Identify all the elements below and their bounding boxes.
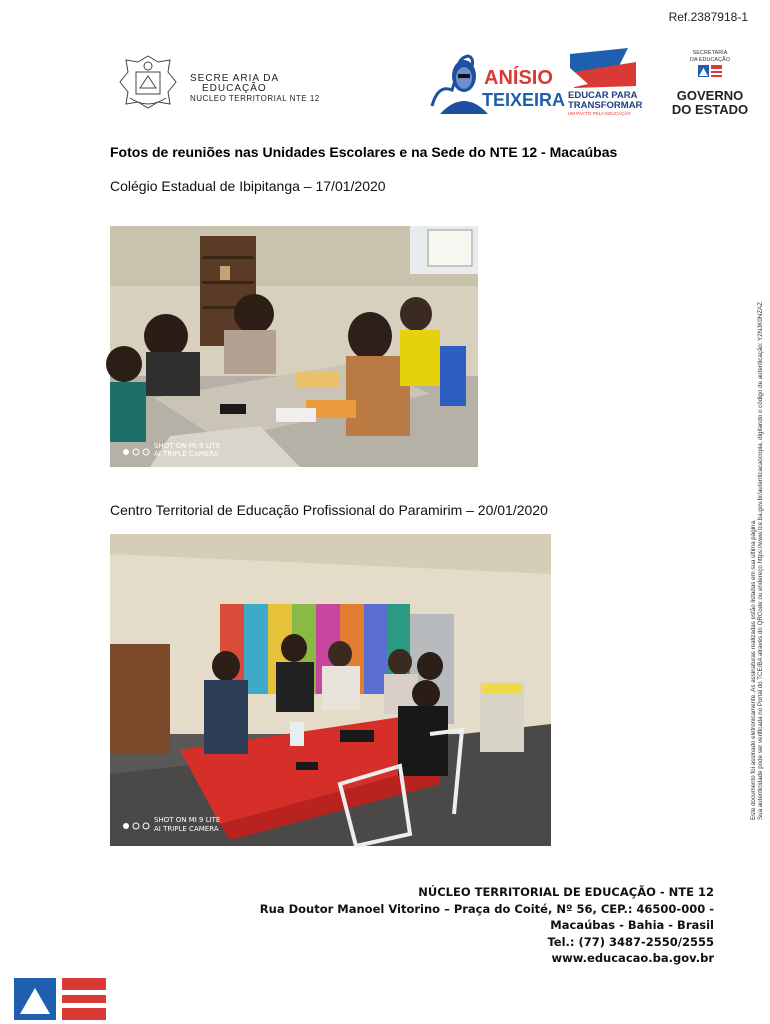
governo-line: SECRETARIA [692,50,728,56]
photo-caption-paramirim: Centro Territorial de Educação Profissional do Paramirim – 20/01/2020 [110,502,548,518]
document-reference: Ref.2387918-1 [668,10,748,24]
educar-line: EDUCAR PARA [568,90,638,101]
footer-line: Macaúbas - Bahia - Brasil [550,918,714,932]
secretaria-line: EDUCAÇÃO [202,83,267,94]
authentication-sidebar-text [752,210,762,820]
footer-line: NÚCLEO TERRITORIAL DE EDUCAÇÃO - NTE 12 [418,885,714,899]
secretaria-line: SECRE ARIA DA [190,73,280,84]
governo-line: DO ESTADO [671,102,749,117]
educar-line: UM PACTO PELA EDUCAÇÃO [568,111,631,116]
footer-line: Tel.: (77) 3487-2550/2555 [547,934,714,949]
governo-line: DA EDUCAÇÃO [689,57,731,63]
coat-of-arms-icon [112,52,184,112]
camera-watermark: SHOT ON MI 9 LITE [154,816,221,824]
authentication-line: Sua autenticidade pode ser verificada no Portal do TCE/BA através do QRCode ou endereço https://www.tce.ba.gov.br/autenticacaocopia, digitando o código de autenticação: Y2NJK0NZAZ [757,301,764,820]
footer-line: www.educacao.ba.gov.br [551,951,714,965]
authentication-line: Este documento foi assinado eletronicamente. As assinaturas realizadas estão listadas em sua última página. [750,519,757,820]
governo-do-estado-logo [668,48,752,118]
document-title: Fotos de reuniões nas Unidades Escolares e na Sede do NTE 12 - Macaúbas [110,144,618,160]
meeting-photo-ibipitanga [110,226,478,467]
camera-watermark: SHOT ON MI 9 LITE [154,442,221,450]
bahia-government-logo-icon [14,978,106,1020]
educar-para-transformar-logo [566,48,642,116]
camera-watermark: AI TRIPLE CAMERA [154,825,219,833]
secretaria-line: NUCLEO TERRITORIAL NTE 12 [190,94,320,103]
secretaria-label [190,74,320,104]
teixeira-word: TEIXEIRA [482,90,566,110]
photo-caption-ibipitanga: Colégio Estadual de Ibipitanga – 17/01/2020 [110,178,386,194]
meeting-photo-paramirim [110,534,551,846]
educar-line: TRANSFORMAR [568,100,643,111]
anisio-teixeira-logo [428,48,566,118]
anisio-word: ANÍSIO [484,67,553,89]
footer-line: Rua Doutor Manoel Vitorino – Praça do Coité, Nº 56, CEP.: 46500-000 - [259,901,714,916]
governo-line: GOVERNO [676,88,744,103]
camera-watermark: AI TRIPLE CAMERA [154,450,219,458]
footer-address [260,884,714,967]
